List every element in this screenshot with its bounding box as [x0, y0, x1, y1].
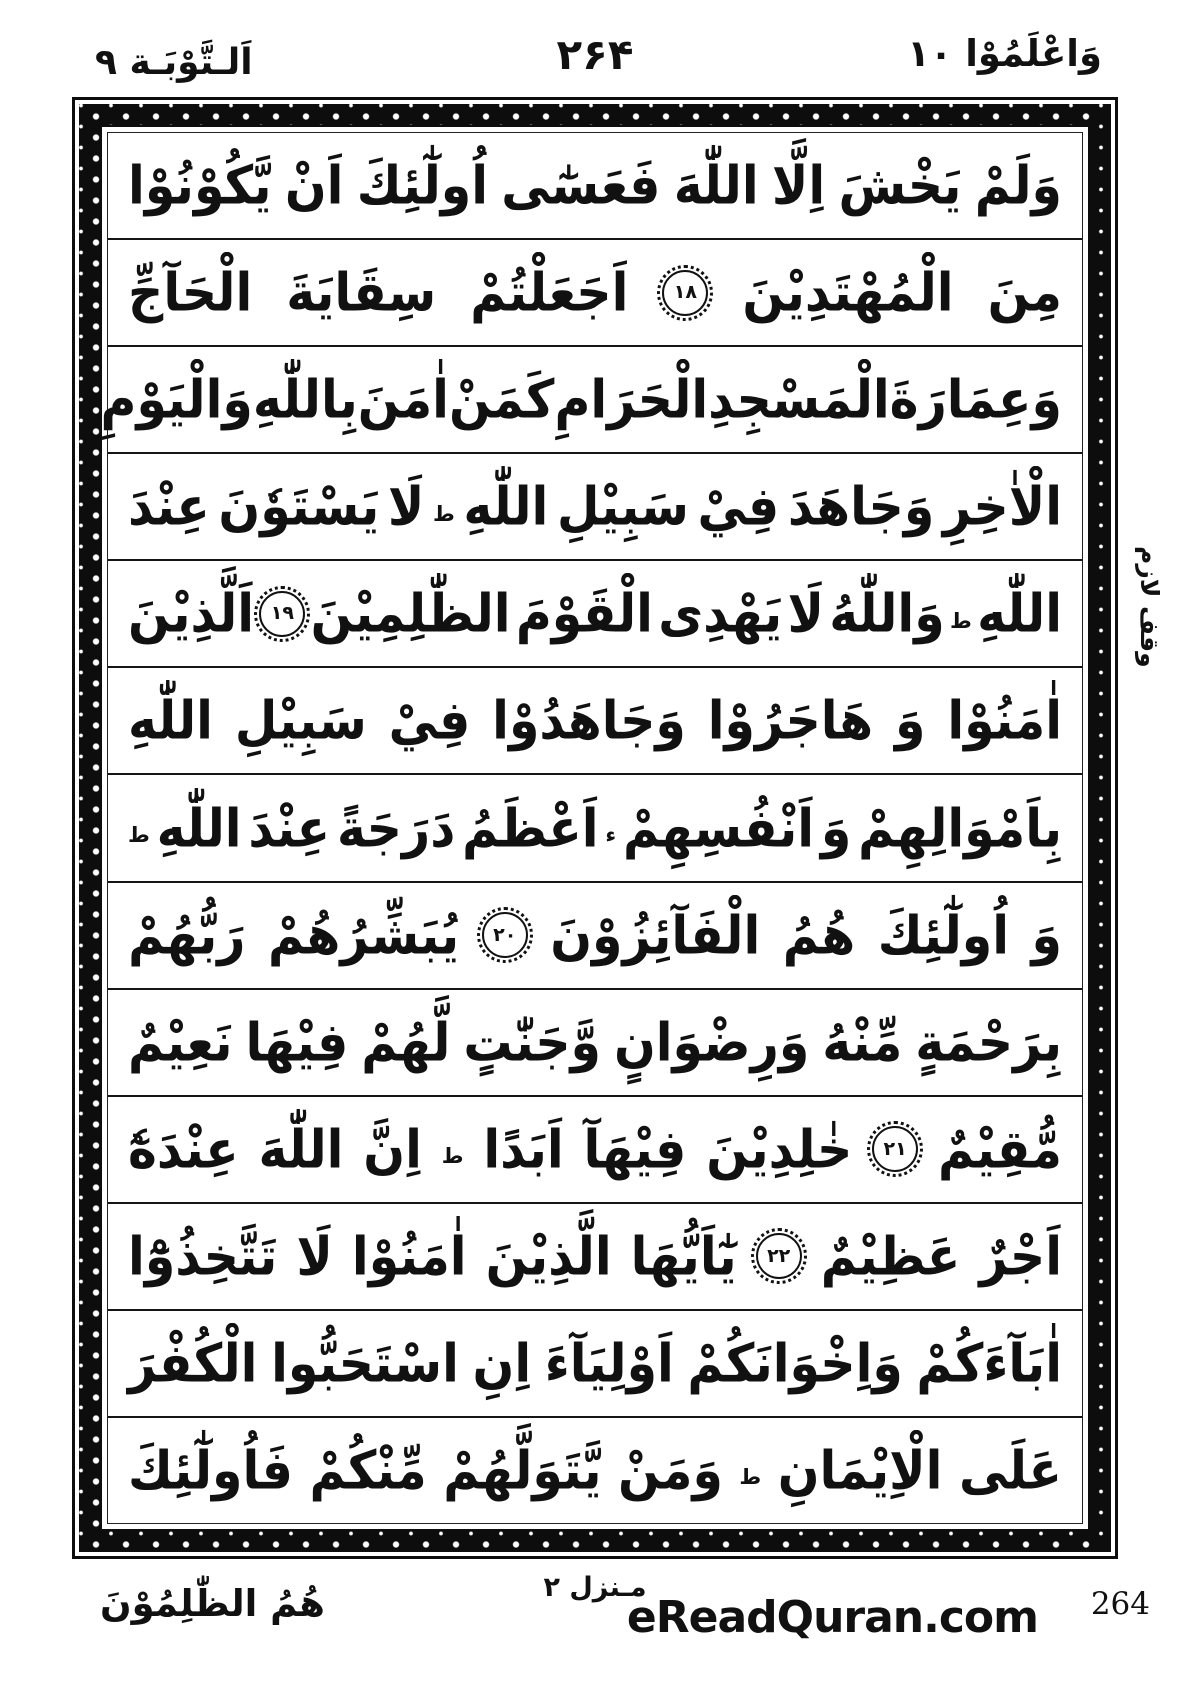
- verse-end-marker: [482, 912, 528, 958]
- quran-word: وَاللّٰهُ: [829, 583, 945, 645]
- ornamental-frame: [72, 97, 1118, 1559]
- verse-number: ۲۰: [493, 923, 517, 946]
- quran-word: تَتَّخِذُوْٓا: [128, 1225, 278, 1288]
- quran-line: [108, 1311, 1082, 1418]
- quran-word: الْحَرَامِ: [554, 368, 709, 431]
- quran-word: وَالْيَوْمِ: [100, 368, 253, 431]
- quran-word: عَلَى: [958, 1439, 1062, 1502]
- quran-word: اللّٰهِ: [977, 583, 1062, 645]
- quran-word: لَّهُمْ: [361, 1011, 451, 1073]
- quran-word: وَّجَنّٰتٍ: [463, 1011, 601, 1073]
- quran-word: اُولٰٓئِكَ: [877, 904, 1009, 966]
- verse-number: ۲۲: [767, 1244, 791, 1267]
- verse-end-marker: [662, 270, 708, 316]
- quran-word: فِيْهَا: [245, 1011, 349, 1073]
- quran-word: اَلَّذِيْنَ: [128, 583, 255, 645]
- page-number-latin: 264: [1090, 1586, 1150, 1622]
- quran-line: [108, 668, 1082, 775]
- quran-word: الْحَآجِّ: [128, 261, 253, 324]
- quran-line: [108, 240, 1082, 347]
- quran-word: الْاِيْمَانِ: [777, 1439, 943, 1502]
- quran-word: عِنْدَ: [248, 797, 331, 859]
- quran-word: اٰمَنُوْا: [351, 1225, 467, 1288]
- quran-line: [100, 347, 1082, 454]
- quran-word: الْمَسْجِدِ: [708, 368, 890, 431]
- quran-word: الظّٰلِمِيْنَ: [310, 583, 511, 645]
- quran-word: مِنَ: [987, 261, 1062, 324]
- quran-word: يَهْدِى: [658, 583, 783, 645]
- quran-word: وَ: [895, 690, 926, 752]
- quran-word: سَبِيْلِ: [556, 475, 689, 538]
- quran-word: سِقَايَةَ: [286, 261, 437, 324]
- quran-word: الْفَآئِزُوْنَ: [550, 904, 761, 966]
- quran-word: يٰٓاَيُّهَا: [630, 1225, 737, 1288]
- quran-word: نَعِيْمٌ: [128, 1011, 233, 1073]
- quran-word: فَعَسٰٓى: [501, 154, 661, 217]
- quran-word: وَرِضْوَانٍ: [613, 1011, 810, 1073]
- catchword-label: هُمُ الظّٰلِمُوْنَ: [100, 1582, 325, 1625]
- quran-line: [108, 561, 1082, 668]
- quran-line: [108, 133, 1082, 240]
- juz-name-label: وَاعْلَمُوْا ١٠: [907, 32, 1102, 75]
- waqf-lazim-margin-note: وقف لازم: [1135, 546, 1164, 668]
- quran-line: [108, 775, 1082, 882]
- quran-word: فِيْ: [388, 690, 471, 752]
- quran-word: هَاجَرُوْا: [707, 690, 874, 752]
- verse-number: ۱۸: [673, 281, 697, 304]
- quran-word: اَجَعَلْتُمْ: [470, 261, 629, 324]
- quran-word: اَنْ: [284, 154, 344, 217]
- quran-line: [108, 1418, 1082, 1523]
- quran-line: [108, 990, 1082, 1097]
- quran-word: الْكُفْرَ: [128, 1332, 258, 1395]
- quran-word: وَمَنْ: [618, 1439, 723, 1502]
- waqf-mark: ط: [949, 608, 972, 633]
- quran-word: وَ: [820, 797, 852, 859]
- quran-word: اٰمَنُوْا: [947, 690, 1062, 752]
- waqf-mark: ط: [441, 1144, 464, 1169]
- quran-line: [108, 1097, 1082, 1204]
- quran-word: اِلَّا: [771, 154, 826, 217]
- quran-word: عِنْدَهٗٓ: [128, 1118, 239, 1181]
- quran-word: عَظِيْمٌ: [820, 1225, 961, 1288]
- quran-word: يَخْشَ: [838, 154, 962, 217]
- quran-word: اَجْرٌ: [979, 1225, 1062, 1288]
- manzil-label: مـنزل ٢: [543, 1572, 647, 1603]
- quran-word: لَا: [787, 583, 824, 645]
- quran-word: اللّٰهِ: [128, 690, 213, 752]
- quran-word: هُمُ: [782, 904, 856, 966]
- quran-word: فِيْ: [697, 475, 780, 538]
- waqf-mark: ط: [739, 1465, 762, 1490]
- quran-line: [108, 883, 1082, 990]
- quran-word: لَا: [387, 475, 425, 538]
- quran-word: اِنِ: [472, 1332, 532, 1395]
- quran-word: الْمُهْتَدِيْنَ: [742, 261, 954, 324]
- quran-word: اَوْلِيَآءَ: [544, 1332, 674, 1395]
- quran-word: وَ: [1031, 904, 1062, 966]
- quran-word: بِرَحْمَةٍ: [915, 1011, 1062, 1073]
- quran-word: يَّتَوَلَّهُمْ: [443, 1439, 602, 1502]
- quran-word: فِيْهَآ: [583, 1118, 687, 1181]
- quran-word: اللّٰهِ: [156, 797, 242, 859]
- quran-word: يُبَشِّرُهُمْ: [268, 904, 460, 966]
- verse-end-marker: [872, 1126, 918, 1172]
- quran-word: كَمَنْ: [448, 368, 555, 431]
- quran-word: الْاٰخِرِ: [942, 475, 1062, 538]
- quran-word: مِّنْهُ: [822, 1011, 903, 1073]
- quran-word: اَنْفُسِهِمْ: [622, 797, 815, 859]
- waqf-mark: ط: [432, 501, 455, 526]
- quran-word: اللّٰهِ: [463, 475, 549, 538]
- quran-word: مِّنْكُمْ: [309, 1439, 427, 1502]
- page-number-arabic: ۲۶۴: [556, 30, 634, 79]
- ornamental-border-band: [79, 104, 1111, 1552]
- quran-word: وَجَاهَدَ: [787, 475, 935, 538]
- quran-word: فَاُولٰٓئِكَ: [128, 1439, 293, 1502]
- quran-word: وَعِمَارَةَ: [889, 368, 1062, 431]
- quran-word: اَبَدًا: [483, 1118, 564, 1181]
- quran-word: مُّقِيْمٌ: [937, 1118, 1062, 1181]
- quran-word: اللّٰهَ: [673, 154, 759, 217]
- quran-word: وَلَمْ: [974, 154, 1062, 217]
- quran-word: الَّذِيْنَ: [485, 1225, 612, 1288]
- quran-word: وَاِخْوَانَكُمْ: [687, 1332, 903, 1395]
- verse-end-marker: [259, 591, 305, 637]
- quran-word: اللّٰهَ: [258, 1118, 344, 1181]
- quran-word: رَبُّهُمْ: [128, 904, 246, 966]
- verse-number: ۲۱: [883, 1137, 907, 1160]
- website-watermark: eReadQuran.com: [626, 1592, 1038, 1643]
- quran-word: اسْتَحَبُّوا: [271, 1332, 459, 1395]
- quran-word: اَعْظَمُ: [462, 797, 599, 859]
- verse-number: ۱۹: [270, 602, 294, 625]
- quran-word: اٰمَنَ: [357, 368, 449, 431]
- quran-word: سَبِيْلِ: [234, 690, 367, 752]
- waqf-mark: ط: [128, 823, 150, 847]
- quran-word: يَّكُوْنُوْا: [128, 154, 272, 217]
- waqf-mark: ء: [605, 823, 617, 847]
- quran-word: اُولٰٓئِكَ: [356, 154, 488, 217]
- quran-word: اِنَّ: [363, 1118, 422, 1181]
- quran-word: بِاَمْوَالِهِمْ: [858, 797, 1062, 859]
- quran-word: وَجَاهَدُوْا: [492, 690, 686, 752]
- verse-end-marker: [756, 1233, 802, 1279]
- quran-word: الْقَوْمَ: [515, 583, 653, 645]
- quran-word: دَرَجَةً: [336, 797, 456, 859]
- quran-word: لَا: [296, 1225, 333, 1288]
- quran-word: يَسْتَوٗنَ: [218, 475, 380, 538]
- quran-word: خٰلِدِيْنَ: [706, 1118, 853, 1181]
- quran-line: [108, 454, 1082, 561]
- quran-line: [108, 1204, 1082, 1311]
- quran-word: عِنْدَ: [128, 475, 210, 538]
- surah-name-label: اَلـتَّوْبَـة ٩: [95, 42, 253, 83]
- quran-word: اٰبَآءَكُمْ: [916, 1332, 1062, 1395]
- quran-word: بِاللّٰهِ: [252, 368, 358, 431]
- quran-lines: [100, 125, 1090, 1531]
